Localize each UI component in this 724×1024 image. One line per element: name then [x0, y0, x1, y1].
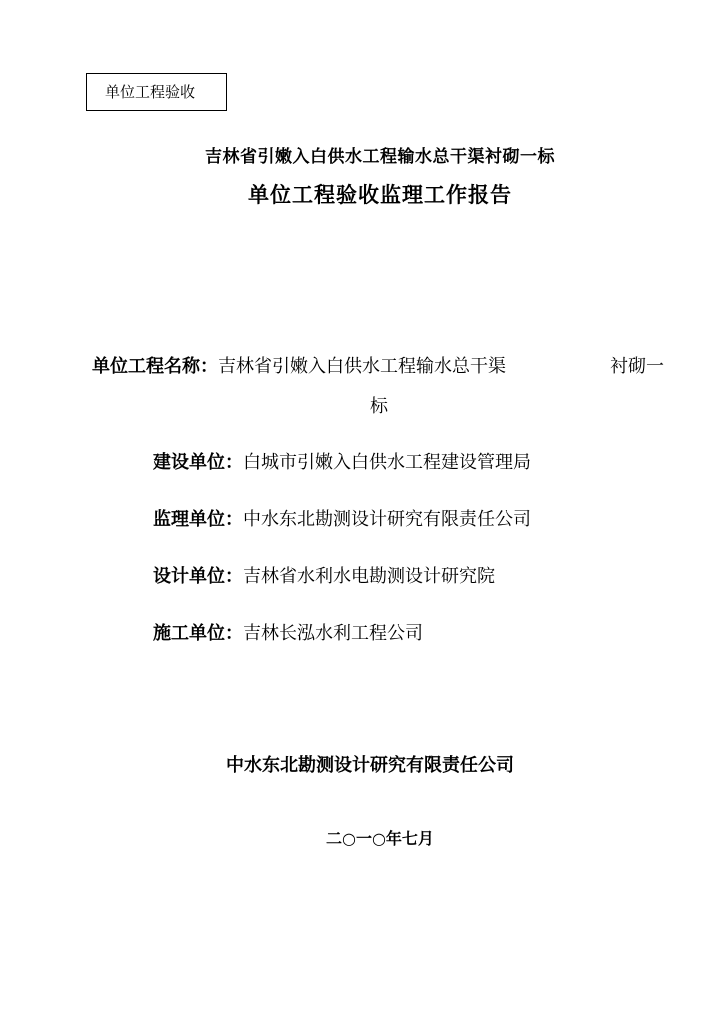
report-date: 二○一○年七月 [326, 829, 434, 848]
project-name-value-tail: 衬砌一 [610, 356, 664, 377]
owner-row [153, 448, 531, 474]
designer-label: 设计单位： [153, 566, 243, 587]
project-name-value-wrap: 标 [370, 396, 388, 417]
designer-value: 吉林省水利水电勘测设计研究院 [243, 566, 495, 587]
document-type-tag: 单位工程验收 [86, 73, 227, 111]
owner-label: 建设单位： [153, 452, 243, 473]
project-name-row [92, 352, 506, 378]
project-name-label: 单位工程名称： [92, 356, 218, 377]
designer-row [153, 562, 495, 588]
issuing-company: 中水东北勘测设计研究有限责任公司 [226, 755, 514, 776]
supervisor-value: 中水东北勘测设计研究有限责任公司 [243, 509, 531, 530]
report-title: 单位工程验收监理工作报告 [248, 183, 512, 207]
supervisor-row [153, 505, 531, 531]
supervisor-label: 监理单位： [153, 509, 243, 530]
contractor-value: 吉林长泓水利工程公司 [243, 623, 423, 644]
owner-value: 白城市引嫩入白供水工程建设管理局 [243, 452, 531, 473]
contractor-label: 施工单位： [153, 623, 243, 644]
project-name-value: 吉林省引嫩入白供水工程输水总干渠 [218, 356, 506, 377]
contractor-row [153, 619, 423, 645]
project-subtitle: 吉林省引嫩入白供水工程输水总干渠衬砌一标 [205, 147, 555, 167]
